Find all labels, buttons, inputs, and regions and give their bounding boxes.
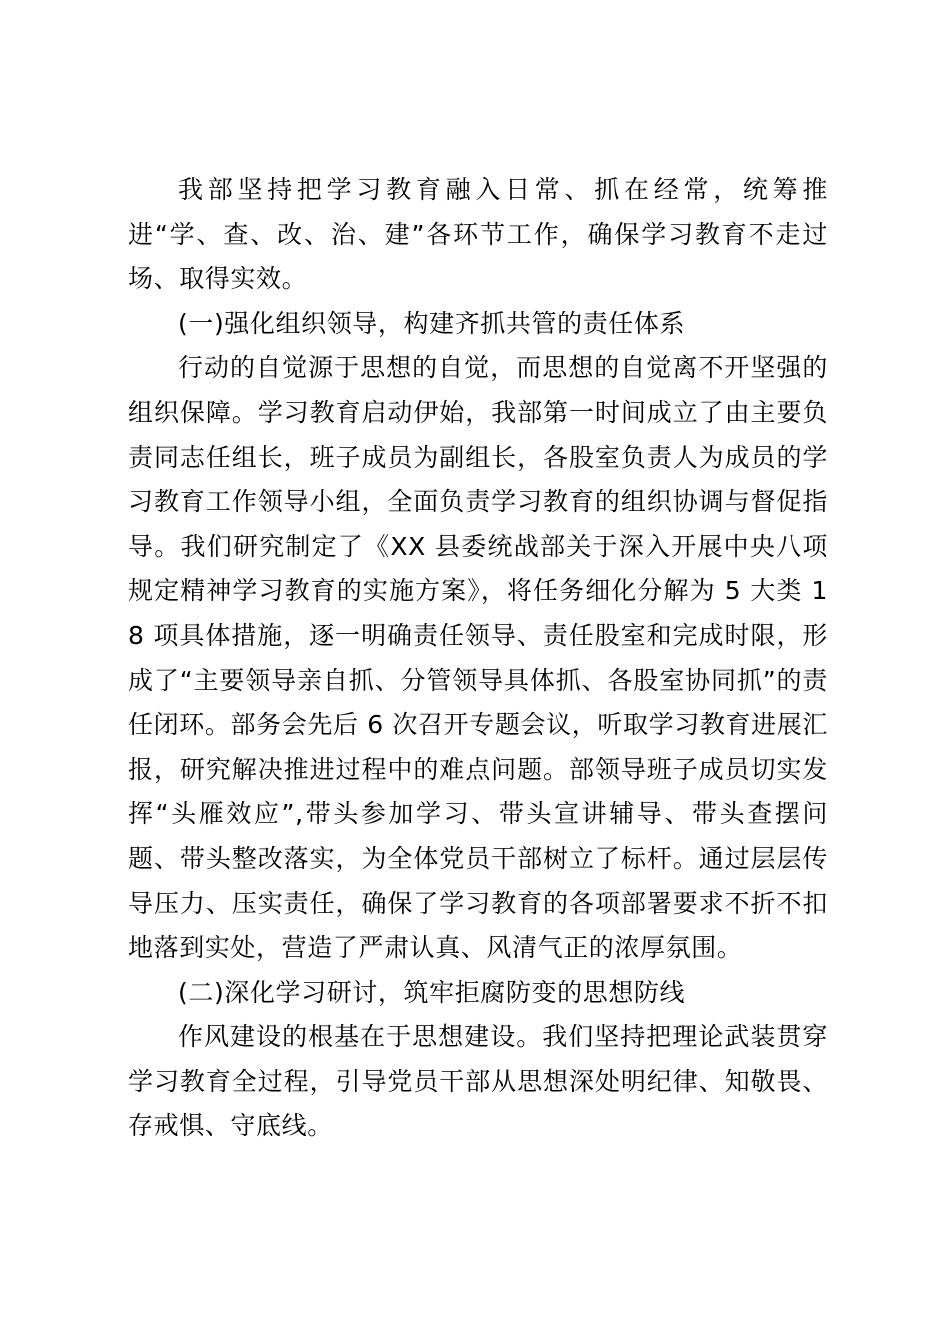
section-1-paragraph: 行动的自觉源于思想的自觉，而思想的自觉离不开坚强的组织保障。学习教育启动伊始，我部第一时间成立了由主要负责同志任组长，班子成员为副组长，各股室负责人为成员的学习教育工作领导小组，全面负责学习教育的组织协调与督促指导。我们研究制定了《XX 县委统战部关于深入开展中央八项规定精神学习教育的实施方案》，将任务细化分解为 5 大类 18 项具体措施，逐一明确责任领导、责任股室和完成时限，形成了“主要领导亲自抓、分管领导具体抓、各股室协同抓”的责任闭环。部务会先后 6 次召开专题会议，听取学习教育进展汇报，研究解决推进过程中的难点问题。部领导班子成员切实发挥“头雁效应”,带头参加学习、带头宣讲辅导、带头查摆问题、带头整改落实，为全体党员干部树立了标杆。通过层层传导压力、压实责任，确保了学习教育的各项部署要求不折不扣地落到实处，营造了严肃认真、风清气正的浓厚氛围。 (128, 353, 828, 963)
section-2-paragraph: 作风建设的根基在于思想建设。我们坚持把理论武装贯穿学习教育全过程，引导党员干部从思想深处明纪律、知敬畏、存戒惧、守底线。 (128, 1022, 828, 1141)
section-heading-2: (二)深化学习研讨，筑牢拒腐防变的思想防线 (178, 977, 686, 1007)
document-body (128, 168, 828, 1149)
section-heading-1: (一)强化组织领导，构建齐抓共管的责任体系 (178, 308, 686, 338)
intro-paragraph: 我部坚持把学习教育融入日常、抓在经常，统筹推进“学、查、改、治、建”各环节工作，确保学习教育不走过场、取得实效。 (128, 175, 828, 294)
